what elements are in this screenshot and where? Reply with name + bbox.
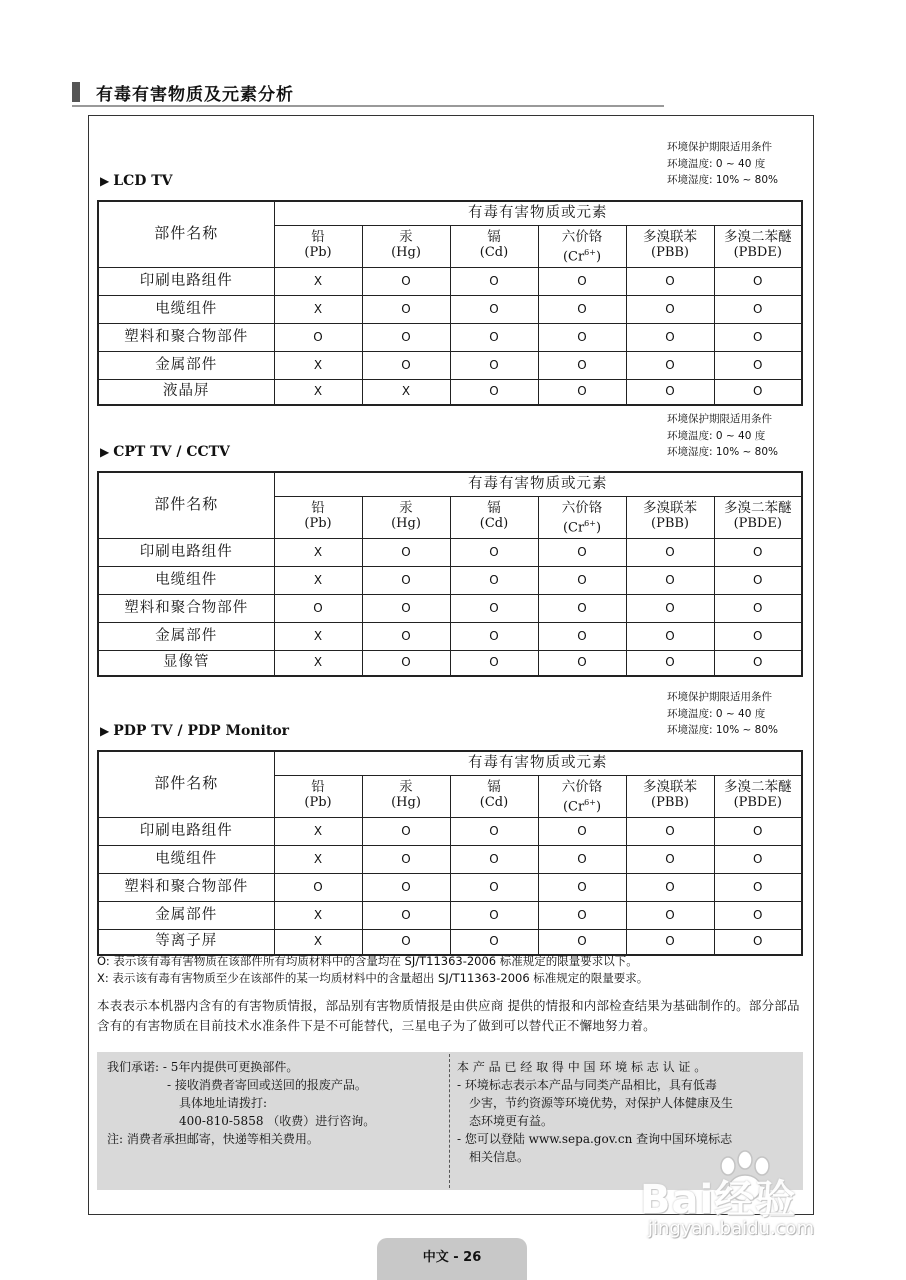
table-row <box>98 379 802 405</box>
substance-mark-cell: O <box>450 622 538 650</box>
substance-mark-cell: X <box>362 379 450 405</box>
table-row <box>98 538 802 566</box>
element-header: 多溴二苯醚 (PBDE) <box>714 496 802 538</box>
substance-group-header: 有毒有害物质或元素 <box>274 751 802 775</box>
section-title: ▶ LCD TV <box>100 173 173 189</box>
substance-mark-cell: O <box>626 650 714 676</box>
element-header: 镉 (Cd) <box>450 775 538 817</box>
substance-mark-cell: X <box>274 817 362 845</box>
watermark-brand: Bai经验 <box>640 1177 797 1223</box>
promise-line: - 接收消费者寄回或送回的报废产品。 <box>107 1078 367 1092</box>
substance-mark-cell: O <box>714 817 802 845</box>
substance-mark-cell: O <box>450 817 538 845</box>
substance-mark-cell: O <box>714 538 802 566</box>
part-name-cell: 印刷电路组件 <box>98 267 274 295</box>
substance-mark-cell: O <box>450 267 538 295</box>
substance-mark-cell: X <box>274 845 362 873</box>
substance-mark-cell: O <box>538 622 626 650</box>
part-name-cell: 金属部件 <box>98 351 274 379</box>
conditions-block <box>667 689 778 739</box>
eco-line: 态环境更有益。 <box>457 1114 554 1128</box>
part-name-cell: 塑料和聚合物部件 <box>98 873 274 901</box>
section-title: ▶ PDP TV / PDP Monitor <box>100 723 290 739</box>
table-row <box>98 650 802 676</box>
promise-left <box>107 1058 442 1148</box>
substance-mark-cell: O <box>362 817 450 845</box>
substance-mark-cell: O <box>626 351 714 379</box>
element-header: 多溴二苯醚 (PBDE) <box>714 225 802 267</box>
substance-mark-cell: O <box>450 650 538 676</box>
substance-mark-cell: O <box>362 594 450 622</box>
substance-mark-cell: O <box>538 379 626 405</box>
substance-mark-cell: O <box>714 295 802 323</box>
part-name-cell: 金属部件 <box>98 901 274 929</box>
table-row <box>98 566 802 594</box>
substance-mark-cell: O <box>538 873 626 901</box>
substance-mark-cell: O <box>626 929 714 955</box>
substance-mark-cell: O <box>626 594 714 622</box>
substance-mark-cell: O <box>274 323 362 351</box>
conditions-humidity: 环境湿度: 10% ~ 80% <box>667 724 779 736</box>
substance-mark-cell: O <box>538 538 626 566</box>
element-header: 多溴联苯 (PBB) <box>626 225 714 267</box>
substance-mark-cell: O <box>362 873 450 901</box>
element-header: 六价铬 $(Cr^{6+})$ <box>538 775 626 817</box>
eco-line: - 环境标志表示本产品与同类产品相比，具有低毒 <box>457 1078 717 1092</box>
substance-table <box>97 471 803 677</box>
substance-mark-cell: O <box>538 901 626 929</box>
element-header: 铅 (Pb) <box>274 225 362 267</box>
part-name-cell: 显像管 <box>98 650 274 676</box>
part-name-cell: 印刷电路组件 <box>98 538 274 566</box>
legend-x: X: 表示该有毒有害物质至少在该部件的某一均质材料中的含量超出 SJ/T11363-2006 标准规定的限量要求。 <box>97 971 649 985</box>
substance-mark-cell: X <box>274 566 362 594</box>
page-number: 中文 - 26 <box>377 1238 527 1280</box>
substance-mark-cell: O <box>538 650 626 676</box>
element-header: 镉 (Cd) <box>450 225 538 267</box>
substance-mark-cell: O <box>714 323 802 351</box>
substance-mark-cell: O <box>538 351 626 379</box>
substance-mark-cell: X <box>274 622 362 650</box>
notice-text: 本表表示本机器内含有的有害物质情报，部品别有害物质情报是由供应商 提供的情报和内部检查结果为基础制作的。部分部品含有的有害物质在目前技术水准条件下是不可能替代，三星电子为了做到可以替代正不懈地努力着。 <box>97 998 800 1033</box>
page-title: 有毒有害物质及元素分析 <box>96 85 294 105</box>
substance-mark-cell: O <box>626 845 714 873</box>
eco-line: 本 产 品 已 经 取 得 中 国 环 境 标 志 认 证 。 <box>457 1060 707 1074</box>
conditions-title: 环境保护期限适用条件 <box>667 413 772 425</box>
substance-mark-cell: O <box>362 929 450 955</box>
element-header: 铅 (Pb) <box>274 496 362 538</box>
element-header: 镉 (Cd) <box>450 496 538 538</box>
conditions-humidity: 环境湿度: 10% ~ 80% <box>667 174 779 186</box>
substance-mark-cell: O <box>450 323 538 351</box>
substance-mark-cell: O <box>362 351 450 379</box>
substance-mark-cell: O <box>362 295 450 323</box>
substance-mark-cell: O <box>626 622 714 650</box>
table-row <box>98 873 802 901</box>
promise-line: 我们承诺: - 5年内提供可更换部件。 <box>107 1060 299 1074</box>
substance-mark-cell: O <box>538 295 626 323</box>
substance-mark-cell: O <box>714 351 802 379</box>
substance-mark-cell: O <box>362 538 450 566</box>
substance-mark-cell: O <box>538 845 626 873</box>
substance-mark-cell: O <box>626 323 714 351</box>
substance-mark-cell: O <box>714 901 802 929</box>
table-row <box>98 594 802 622</box>
baidu-watermark <box>640 1150 860 1250</box>
substance-mark-cell: X <box>274 351 362 379</box>
substance-mark-cell: X <box>274 267 362 295</box>
table-row <box>98 622 802 650</box>
substance-mark-cell: O <box>362 323 450 351</box>
part-name-cell: 液晶屏 <box>98 379 274 405</box>
substance-mark-cell: X <box>274 650 362 676</box>
table-row <box>98 929 802 955</box>
promise-line: 具体地址请拨打: <box>107 1096 268 1110</box>
part-name-cell: 金属部件 <box>98 622 274 650</box>
element-header: 汞 (Hg) <box>362 225 450 267</box>
part-name-cell: 印刷电路组件 <box>98 817 274 845</box>
conditions-title: 环境保护期限适用条件 <box>667 141 772 153</box>
substance-mark-cell: O <box>362 267 450 295</box>
triangle-icon: ▶ <box>100 445 110 459</box>
substance-mark-cell: O <box>626 901 714 929</box>
substance-mark-cell: O <box>450 295 538 323</box>
substance-mark-cell: O <box>538 817 626 845</box>
substance-mark-cell: O <box>538 566 626 594</box>
eco-line: - 您可以登陆 www.sepa.gov.cn 查询中国环境标志 <box>457 1132 733 1146</box>
substance-mark-cell: O <box>362 901 450 929</box>
substance-mark-cell: X <box>274 295 362 323</box>
substance-mark-cell: O <box>450 929 538 955</box>
element-header: 多溴联苯 (PBB) <box>626 496 714 538</box>
part-name-header: 部件名称 <box>98 472 274 538</box>
element-header: 铅 (Pb) <box>274 775 362 817</box>
header-rule <box>72 105 664 107</box>
substance-mark-cell: O <box>714 267 802 295</box>
table-row <box>98 295 802 323</box>
eco-line: 相关信息。 <box>457 1150 530 1164</box>
substance-mark-cell: O <box>274 873 362 901</box>
substance-table <box>97 200 803 406</box>
substance-mark-cell: X <box>274 901 362 929</box>
substance-group-header: 有毒有害物质或元素 <box>274 201 802 225</box>
watermark-url: jingyan.baidu.com <box>648 1218 815 1239</box>
table-row <box>98 817 802 845</box>
element-header: 六价铬 $(Cr^{6+})$ <box>538 496 626 538</box>
substance-mark-cell: O <box>538 267 626 295</box>
promise-divider <box>449 1054 450 1188</box>
substance-mark-cell: O <box>362 650 450 676</box>
substance-mark-cell: O <box>714 379 802 405</box>
table-row <box>98 323 802 351</box>
substance-mark-cell: O <box>538 323 626 351</box>
substance-mark-cell: O <box>538 594 626 622</box>
part-name-cell: 电缆组件 <box>98 845 274 873</box>
substance-mark-cell: O <box>538 929 626 955</box>
element-header: 汞 (Hg) <box>362 496 450 538</box>
substance-mark-cell: O <box>626 566 714 594</box>
substance-mark-cell: O <box>626 817 714 845</box>
conditions-humidity: 环境湿度: 10% ~ 80% <box>667 446 779 458</box>
substance-mark-cell: O <box>362 566 450 594</box>
substance-mark-cell: O <box>626 538 714 566</box>
substance-mark-cell: O <box>362 622 450 650</box>
substance-mark-cell: O <box>450 594 538 622</box>
triangle-icon: ▶ <box>100 174 110 188</box>
substance-mark-cell: O <box>626 267 714 295</box>
table-row <box>98 845 802 873</box>
part-name-header: 部件名称 <box>98 751 274 817</box>
substance-mark-cell: X <box>274 929 362 955</box>
promise-line: 注: 消费者承担邮寄，快递等相关费用。 <box>107 1132 319 1146</box>
substance-mark-cell: O <box>714 650 802 676</box>
element-header: 多溴联苯 (PBB) <box>626 775 714 817</box>
substance-table <box>97 750 803 956</box>
table-row <box>98 351 802 379</box>
conditions-temperature: 环境温度: 0 ~ 40 度 <box>667 157 766 170</box>
substance-mark-cell: O <box>450 566 538 594</box>
substance-mark-cell: O <box>714 622 802 650</box>
substance-mark-cell: O <box>626 873 714 901</box>
substance-mark-cell: O <box>714 929 802 955</box>
page-header <box>72 78 664 108</box>
substance-mark-cell: O <box>450 845 538 873</box>
substance-mark-cell: O <box>714 594 802 622</box>
legend-o: O: 表示该有毒有害物质在该部件所有均质材料中的含量均在 SJ/T11363-2006 标准规定的限量要求以下。 <box>97 954 638 968</box>
conditions-block <box>667 411 778 461</box>
conditions-temperature: 环境温度: 0 ~ 40 度 <box>667 707 766 720</box>
part-name-cell: 塑料和聚合物部件 <box>98 594 274 622</box>
substance-mark-cell: O <box>626 379 714 405</box>
substance-mark-cell: O <box>450 379 538 405</box>
header-marker <box>72 82 80 102</box>
eco-line: 少害，节约资源等环境优势，对保护人体健康及生 <box>457 1096 734 1110</box>
table-row <box>98 901 802 929</box>
promise-line: 400-810-5858 （收费）进行咨询。 <box>107 1114 376 1128</box>
conditions-block <box>667 139 778 189</box>
element-header: 汞 (Hg) <box>362 775 450 817</box>
section-title: ▶ CPT TV / CCTV <box>100 444 230 460</box>
substance-mark-cell: O <box>714 845 802 873</box>
triangle-icon: ▶ <box>100 724 110 738</box>
substance-mark-cell: O <box>450 901 538 929</box>
part-name-cell: 电缆组件 <box>98 566 274 594</box>
substance-mark-cell: O <box>450 351 538 379</box>
substance-mark-cell: O <box>450 873 538 901</box>
substance-mark-cell: O <box>626 295 714 323</box>
conditions-temperature: 环境温度: 0 ~ 40 度 <box>667 429 766 442</box>
substance-mark-cell: O <box>362 845 450 873</box>
substance-mark-cell: O <box>450 538 538 566</box>
conditions-title: 环境保护期限适用条件 <box>667 691 772 703</box>
substance-mark-cell: O <box>274 594 362 622</box>
table-row <box>98 267 802 295</box>
part-name-header: 部件名称 <box>98 201 274 267</box>
element-header: 多溴二苯醚 (PBDE) <box>714 775 802 817</box>
substance-group-header: 有毒有害物质或元素 <box>274 472 802 496</box>
part-name-cell: 电缆组件 <box>98 295 274 323</box>
substance-mark-cell: O <box>714 566 802 594</box>
substance-mark-cell: X <box>274 379 362 405</box>
part-name-cell: 等离子屏 <box>98 929 274 955</box>
element-header: 六价铬 $(Cr^{6+})$ <box>538 225 626 267</box>
legend <box>97 953 807 987</box>
substance-mark-cell: X <box>274 538 362 566</box>
substance-mark-cell: O <box>714 873 802 901</box>
part-name-cell: 塑料和聚合物部件 <box>98 323 274 351</box>
